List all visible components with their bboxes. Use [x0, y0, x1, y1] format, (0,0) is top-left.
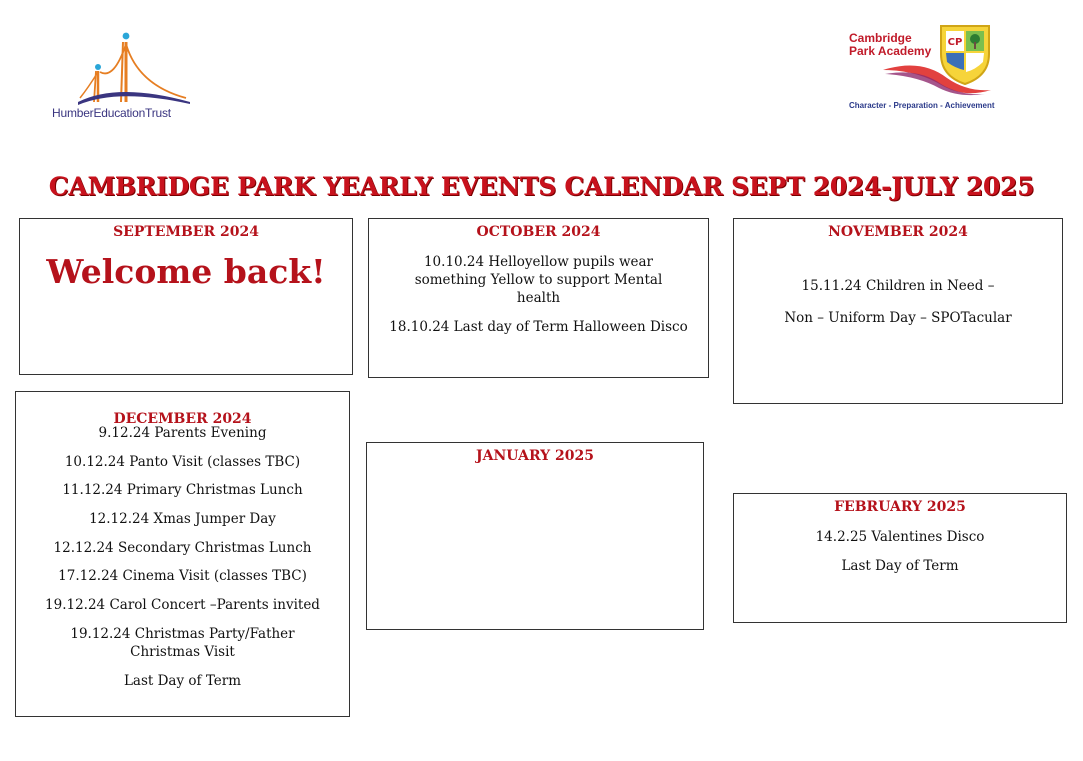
bridge-icon	[78, 30, 190, 106]
event-item: 17.12.24 Cinema Visit (classes TBC)	[58, 568, 307, 585]
event-list-october	[369, 253, 708, 336]
month-box-february	[733, 493, 1067, 623]
welcome-headline: Welcome back!	[46, 252, 326, 291]
event-item: 18.10.24 Last day of Term Halloween Disco	[389, 319, 688, 335]
month-box-september	[19, 218, 353, 375]
shield-text: CP	[947, 37, 963, 48]
academy-tagline: Character - Preparation - Achievement	[849, 101, 995, 110]
event-item: 12.12.24 Xmas Jumper Day	[89, 511, 276, 528]
event-item: Non – Uniform Day – SPOTacular	[784, 310, 1012, 326]
month-title-october: OCTOBER 2024	[476, 224, 601, 240]
event-item: 14.2.25 Valentines Disco	[815, 529, 985, 545]
academy-name-line1: Cambridge	[849, 31, 912, 45]
event-item: 19.12.24 Carol Concert –Parents invited	[45, 597, 320, 614]
page-title: CAMBRIDGE PARK YEARLY EVENTS CALENDAR SEPT 2024-JULY 2025	[48, 172, 1035, 201]
humber-education-trust-logo	[48, 30, 198, 125]
cambridge-park-academy-logo	[845, 24, 1005, 116]
event-item: 9.12.24 Parents Evening	[98, 425, 267, 441]
event-item: 12.12.24 Secondary Christmas Lunch	[53, 539, 312, 556]
event-item: 10.10.24 Helloyellow pupils wear something Yellow to support Mental health	[414, 254, 663, 306]
month-box-december	[15, 391, 350, 717]
humber-education-trust-text: HumberEducationTrust	[52, 106, 171, 120]
month-title-january: JANUARY 2025	[476, 448, 594, 464]
month-box-october	[368, 218, 709, 378]
event-list-february	[734, 528, 1066, 575]
month-title-february: FEBRUARY 2025	[834, 499, 966, 515]
event-item: 11.12.24 Primary Christmas Lunch	[62, 482, 303, 499]
month-title-september: SEPTEMBER 2024	[113, 224, 259, 240]
month-box-january	[366, 442, 704, 630]
event-item: Last Day of Term	[123, 672, 242, 689]
event-list-december	[16, 424, 349, 690]
month-box-november	[733, 218, 1063, 404]
academy-name-line2: Park Academy	[849, 44, 932, 58]
event-item: Last Day of Term	[841, 558, 959, 574]
event-item: 10.12.24 Panto Visit (classes TBC)	[64, 453, 301, 470]
month-title-november: NOVEMBER 2024	[828, 224, 968, 240]
month-title-december: DECEMBER 2024	[113, 411, 252, 427]
academy-name	[849, 32, 931, 58]
event-list-november	[734, 277, 1062, 327]
swoosh-icon	[881, 60, 993, 98]
event-item: 15.11.24 Children in Need –	[801, 278, 995, 294]
event-item: 19.12.24 Christmas Party/Father Christmas Visit	[70, 625, 295, 660]
